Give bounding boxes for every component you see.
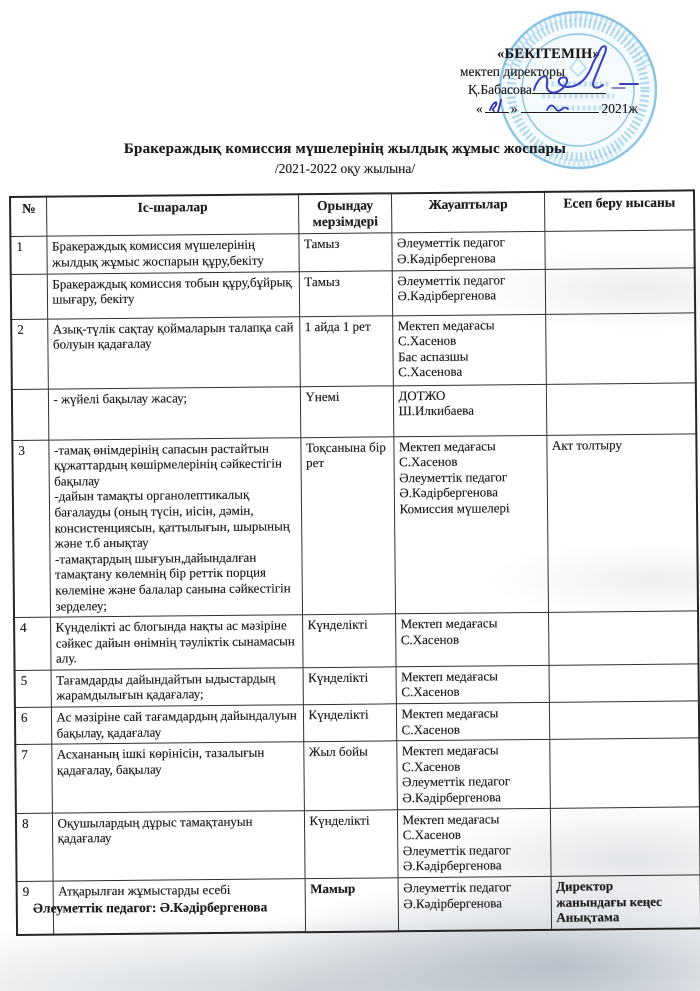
work-plan-table-wrap xyxy=(9,189,700,935)
cell-task: Ас мәзіріне сай тағамдардың дайындалуын бақылау, қадағалау xyxy=(51,705,303,745)
cell-report: Акт толтыру xyxy=(546,433,698,612)
table-row xyxy=(15,738,700,813)
table-row xyxy=(11,312,696,389)
cell-number: 9 xyxy=(17,881,54,935)
cell-period: Тамыз xyxy=(298,233,391,271)
handwritten-month-icon xyxy=(521,99,599,115)
handwritten-day-icon xyxy=(485,97,509,115)
cell-task: Бракераждық комиссия мүшелерінің жылдық жұмыс жоспарын құру,бекіту xyxy=(46,234,298,274)
cell-number xyxy=(11,274,47,319)
cell-responsible: Әлеуметтік педагог Ә.Кәдірбергенова xyxy=(391,232,544,271)
date-year: 2021ж xyxy=(601,101,638,116)
cell-responsible: Мектеп медағасы С.Хасенов xyxy=(396,702,549,741)
cell-period: Мамыр xyxy=(305,878,399,932)
cell-report xyxy=(548,611,698,665)
document-subtitle: /2021-2022 оқу жылына/ xyxy=(274,161,416,176)
cell-responsible: Мектеп медағасы С.Хасенов Әлеуметтік педагог Ә.Кәдірбергенова xyxy=(397,808,551,878)
director-name: Қ.Бабасова xyxy=(468,82,532,97)
cell-period: Жыл бойы xyxy=(303,741,397,810)
cell-report xyxy=(549,701,699,740)
cell-responsible: Мектеп медағасы С.Хасенов xyxy=(395,612,548,666)
cell-report xyxy=(545,312,696,383)
cell-number: 4 xyxy=(14,617,51,670)
cell-number: 8 xyxy=(16,813,53,882)
cell-task: Тағамдарды дайындайтын ыдыстардың жарамдылығын қадағалау; xyxy=(51,668,303,708)
header-number: № xyxy=(10,197,46,237)
cell-task: Бракераждық комиссия тобын құру,бұйрық шығару, бекіту xyxy=(47,271,299,318)
cell-task: Азық-түлік сақтау қоймаларын талапқа сай болуын қадағалау xyxy=(47,316,300,388)
cell-number: 3 xyxy=(12,440,50,618)
approval-date-line xyxy=(476,100,638,117)
cell-responsible: Әлеуметтік педагог Ә.Кәдірбергенова xyxy=(398,876,552,931)
header-responsible: Жауаптылар xyxy=(391,192,544,233)
header-activities: Іс-шаралар xyxy=(46,194,298,236)
cell-responsible: Мектеп медағасы С.Хасенов Әлеуметтік педагог Ә.Кәдірбергенова xyxy=(396,740,550,810)
cell-number: 1 xyxy=(10,237,46,275)
cell-number: 5 xyxy=(15,670,51,708)
cell-task: Оқушылардың дұрыс тамақтануын қадағалау xyxy=(52,810,305,881)
footer-signatory: Әлеуметтік педагог: Ә.Кәдірбергенова xyxy=(32,899,268,916)
cell-responsible: Әлеуметтік педагог Ә.Кәдірбергенова xyxy=(392,269,545,315)
cell-number: 6 xyxy=(15,707,51,745)
table-row xyxy=(12,382,696,440)
cell-responsible: Мектеп медағасы С.Хасенов Бас аспазшы С.Хасенова xyxy=(392,314,546,385)
cell-task: - жүйелі бақылау жасау; xyxy=(48,386,300,439)
cell-responsible: Мектеп медағасы С.Хасенов xyxy=(396,665,549,704)
date-day-blank xyxy=(485,100,509,113)
table-row xyxy=(14,611,698,670)
document-title: Бракераждық комиссия мүшелерінің жылдық жұмыс жоспары xyxy=(123,141,567,157)
work-plan-table xyxy=(9,189,700,935)
table-row xyxy=(16,807,700,882)
cell-period: Үнемі xyxy=(300,385,393,437)
table-row xyxy=(12,433,698,617)
header-deadline: Орындау мерзімдері xyxy=(298,193,391,234)
cell-report xyxy=(545,267,695,313)
cell-report xyxy=(549,664,699,703)
cell-number xyxy=(12,389,48,440)
cell-number: 7 xyxy=(15,744,52,813)
date-quote-open: « xyxy=(476,101,483,116)
cell-responsible: Мектеп медағасы С.Хасенов Әлеуметтік педагог Ә.Кәдірбергенова Комиссия мүшелері xyxy=(393,435,548,614)
cell-report xyxy=(550,807,700,877)
cell-report: Директор жанындағы кеңес Анықтама xyxy=(551,875,700,930)
cell-period: Күнделікті xyxy=(303,667,396,705)
signature-dash: — xyxy=(611,79,626,94)
cell-task: Күнделікті ас блогында нақты ас мәзіріне сәйкес дайын өнімнің тәуліктік сынамасын алу. xyxy=(50,615,302,670)
cell-period: 1 айда 1 рет xyxy=(299,315,393,386)
cell-period: Күнделікті xyxy=(303,704,396,742)
date-month-blank xyxy=(521,100,599,113)
cell-period: Күнделікті xyxy=(302,614,396,668)
header-report-form: Есеп беру нысаны xyxy=(544,190,694,231)
cell-period: Тоқсанына бір рет xyxy=(300,436,395,614)
cell-report xyxy=(544,230,694,269)
table-header-row xyxy=(10,190,694,236)
cell-period: Тамыз xyxy=(299,270,392,316)
cell-period: Күнделікті xyxy=(304,809,398,878)
date-quote-close: » xyxy=(510,101,518,116)
approval-role: мектеп директоры xyxy=(460,64,565,79)
cell-task: -тамақ өнімдерінің сапасын растайтын құжаттардың көшірмелерінің сәйкестігін бақылау -дайын тамақты органолептикалық бағалауды (оның түсін, иісін, дәмін, консистенциясын, қаттылығын, шырының және т.б анықтау -тамақтардың шығуын,дайындалған тамақтану көлемнің бір реттік порция көлеміне және балалар санына сәйкестігін зерделеу; xyxy=(48,437,302,617)
table-row xyxy=(11,267,695,319)
cell-task: Атқарылған жұмыстарды есебі xyxy=(53,879,305,935)
cell-number: 2 xyxy=(11,319,48,389)
approval-title: «БЕКІТЕМІН» xyxy=(497,46,601,62)
cell-report xyxy=(546,382,696,434)
director-signature-icon xyxy=(528,54,646,104)
cell-task: Асхананың ішкі көрінісін, тазалығын қадағалау, бақылау xyxy=(51,742,304,813)
cell-responsible: ДОТЖО Ш.Илкибаева xyxy=(393,384,546,436)
cell-report xyxy=(549,738,700,808)
